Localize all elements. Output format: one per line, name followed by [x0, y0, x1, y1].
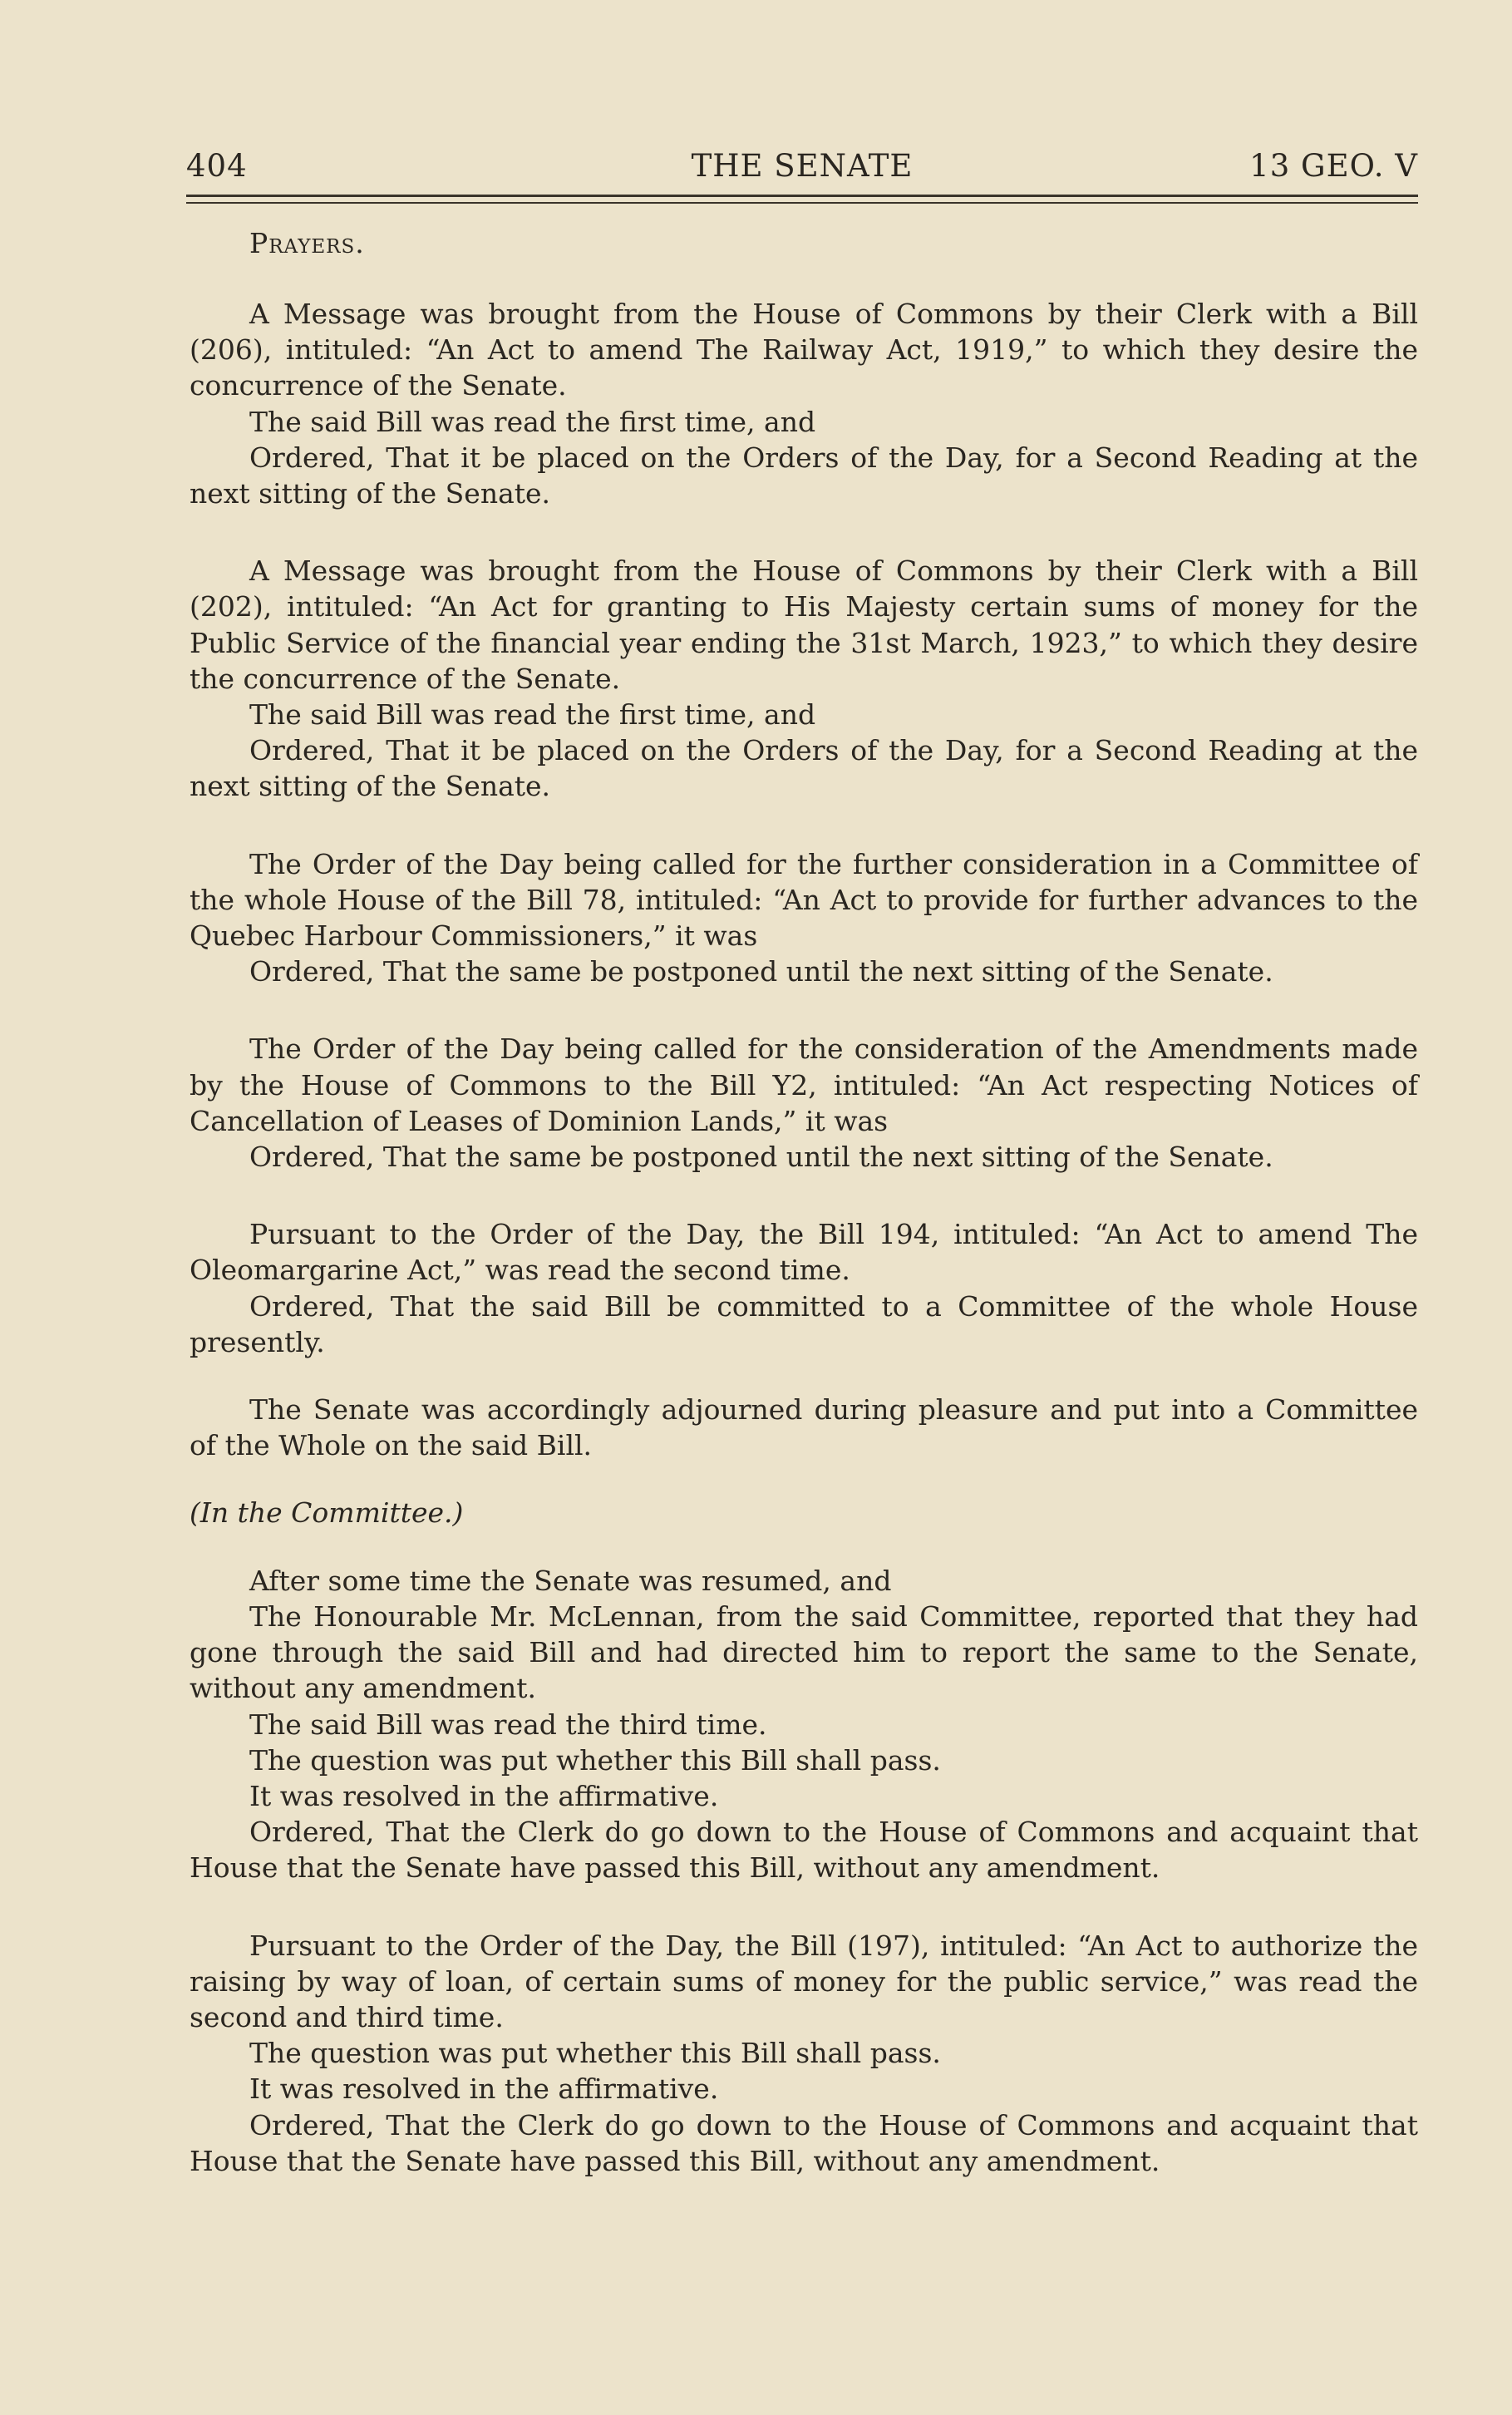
page-title: THE SENATE	[691, 148, 914, 184]
page-number: 404	[186, 148, 248, 184]
paragraph: Pursuant to the Order of the Day, the Bill 194, intituled: “An Act to amend The Oleomargarine Act,” was read the second time.	[190, 1218, 1418, 1287]
paragraph: The Senate was accordingly adjourned during pleasure and put into a Committee of the Whole on the said Bill.	[190, 1393, 1418, 1462]
paragraph: The Order of the Day being called for the consideration of the Amendments made by the House of Commons to the Bill Y2, intituled: “An Act respecting Notices of Cancellation of Leases of Dominion Lands,” it was	[190, 1033, 1418, 1137]
paragraph: Ordered, That it be placed on the Orders of the Day, for a Second Reading at the next sitting of the Senate.	[190, 734, 1418, 803]
paragraph: The question was put whether this Bill shall pass.	[249, 1743, 941, 1777]
prayers-heading: Prayers.	[249, 227, 365, 259]
paragraph: A Message was brought from the House of Commons by their Clerk with a Bill (202), intituled: “An Act for granting to His Majesty certain sums of money for the Public Service of the financial year ending the 31st March, 1923,” to which they desire the concurrence of the Senate.	[190, 554, 1418, 695]
paragraph: Ordered, That the said Bill be committed to a Committee of the whole House presently.	[190, 1289, 1418, 1358]
header-rule-top	[186, 195, 1418, 197]
journal-body	[190, 223, 1418, 2179]
paragraph: It was resolved in the affirmative.	[249, 1779, 719, 1812]
running-header	[186, 143, 1418, 190]
paragraph: Ordered, That the Clerk do go down to the House of Commons and acquaint that House that the Senate have passed this Bill, without any amendment.	[190, 1816, 1418, 1885]
committee-heading: (In the Committee.)	[190, 1496, 464, 1530]
paragraph: Ordered, That it be placed on the Orders of the Day, for a Second Reading at the next sitting of the Senate.	[190, 441, 1418, 510]
paragraph: The Order of the Day being called for the further consideration in a Committee of the whole House of the Bill 78, intituled: “An Act to provide for further advances to the Quebec Harbour Commissioners,” it was	[190, 847, 1418, 953]
header-rule-bottom	[186, 202, 1418, 204]
paragraph: The said Bill was read the third time.	[249, 1708, 767, 1741]
paragraph: The said Bill was read the first time, and	[249, 405, 816, 438]
paragraph: After some time the Senate was resumed, and	[249, 1564, 892, 1597]
paragraph: Ordered, That the same be postponed until the next sitting of the Senate.	[249, 955, 1273, 988]
paragraph: Pursuant to the Order of the Day, the Bill (197), intituled: “An Act to authorize the raising by way of loan, of certain sums of money for the public service,” was read the second and third time.	[190, 1929, 1418, 2033]
paragraph: Ordered, That the Clerk do go down to the House of Commons and acquaint that House that the Senate have passed this Bill, without any amendment.	[190, 2108, 1418, 2177]
paragraph: The Honourable Mr. McLennan, from the said Committee, reported that they had gone through the said Bill and had directed him to report the same to the Senate, without any amendment.	[190, 1599, 1418, 1705]
regnal-year: 13 GEO. V	[1249, 148, 1418, 184]
paragraph: A Message was brought from the House of Commons by their Clerk with a Bill (206), intituled: “An Act to amend The Railway Act, 1919,” to which they desire the concurrence of the Senate.	[190, 298, 1418, 402]
paragraph: It was resolved in the affirmative.	[249, 2072, 719, 2106]
paragraph: The said Bill was read the first time, and	[249, 698, 816, 732]
paragraph: Ordered, That the same be postponed until the next sitting of the Senate.	[249, 1141, 1273, 1174]
paragraph: The question was put whether this Bill shall pass.	[249, 2037, 941, 2070]
